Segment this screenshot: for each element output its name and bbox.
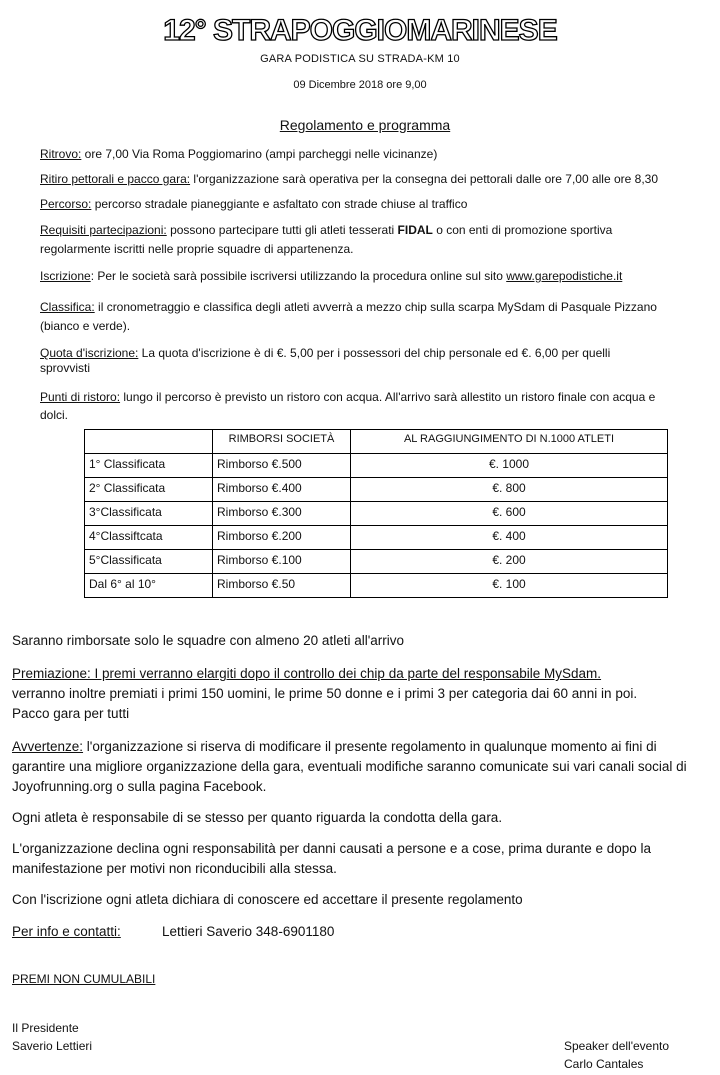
quota-label: Quota d'iscrizione: <box>40 346 139 360</box>
quota-line-2: sprovvisti <box>40 361 91 375</box>
requisiti-fidal: FIDAL <box>397 223 433 237</box>
info-label <box>12 921 121 943</box>
ristoro-paragraph <box>40 388 655 407</box>
declina-line-1: L'organizzazione declina ogni responsabilità per danni causati a persone e a cose, prima durante e dopo la <box>12 841 651 856</box>
table-cell-amount: €. 200 <box>351 550 668 574</box>
requisiti-paragraph <box>40 221 612 240</box>
classifica-line-2: (bianco e verde). <box>40 319 131 333</box>
table-header-cell: RIMBORSI SOCIETÀ <box>213 430 351 454</box>
info-label-text: Per info e contatti: <box>12 924 121 939</box>
table-cell-position: 1° Classificata <box>85 454 213 478</box>
avvertenze-line-2: garantire una migliore organizzazione della gara, eventuali modifiche saranno comunicate sui vari canali social di <box>12 759 687 774</box>
premiazione-line-3: Pacco gara per tutti <box>12 706 130 721</box>
table-cell-rimborso: Rimborso €.300 <box>213 502 351 526</box>
requisiti-label: Requisiti partecipazioni: <box>40 223 167 237</box>
premi-non-cumulabili: PREMI NON CUMULABILI <box>12 972 156 986</box>
rimborsi-table <box>84 429 668 598</box>
table-cell-position: Dal 6° al 10° <box>85 574 213 598</box>
president-name: Saverio Lettieri <box>12 1039 93 1053</box>
table-cell-rimborso: Rimborso €.50 <box>213 574 351 598</box>
table-cell-position: 5°Classificata <box>85 550 213 574</box>
table-header-row <box>85 430 668 454</box>
avvertenze-line-3: Joyofrunning.org o sulla pagina Facebook. <box>12 779 267 794</box>
premiazione-label: Premiazione: I premi verranno elargiti dopo il controllo dei chip da parte del responsabile MySdam. <box>12 666 602 681</box>
responsabile-note: Ogni atleta è responsabile di se stesso per quanto riguarda la condotta della gara. <box>12 810 503 825</box>
ristoro-line-2: dolci. <box>40 408 69 422</box>
quota-text: La quota d'iscrizione è di €. 5,00 per i possessori del chip personale ed €. 6,00 per quelli <box>138 346 611 360</box>
classifica-paragraph <box>40 298 657 317</box>
section-heading: Regolamento e programma <box>279 117 451 133</box>
table-row <box>85 574 668 598</box>
table-cell-amount: €. 600 <box>351 502 668 526</box>
percorso-text: percorso stradale pianeggiante e asfaltato con strade chiuse al traffico <box>91 197 468 211</box>
table-cell-position: 2° Classificata <box>85 478 213 502</box>
table-cell-rimborso: Rimborso €.400 <box>213 478 351 502</box>
table-cell-amount: €. 800 <box>351 478 668 502</box>
percorso-label: Percorso: <box>40 197 92 211</box>
table-cell-amount: €. 1000 <box>351 454 668 478</box>
avvertenze-line-1 <box>12 736 657 758</box>
percorso-paragraph <box>40 195 467 214</box>
requisiti-line-2: regolarmente iscritti nelle proprie squadre di appartenenza. <box>40 242 354 256</box>
table-row <box>85 502 668 526</box>
iscrizione-link[interactable]: www.garepodistiche.it <box>506 269 623 283</box>
table-row <box>85 454 668 478</box>
avvertenze-text-1: l'organizzazione si riserva di modificare il presente regolamento in qualunque momento ai fini di <box>83 739 657 754</box>
iscrizione-paragraph <box>40 267 622 286</box>
table-header-cell: AL RAGGIUNGIMENTO DI N.1000 ATLETI <box>351 430 668 454</box>
president-role: Il Presidente <box>12 1021 79 1035</box>
classifica-text: il cronometraggio e classifica degli atleti avverrà a mezzo chip sulla scarpa MySdam di Pasquale Pizzano <box>94 300 657 314</box>
ritrovo-text: ore 7,00 Via Roma Poggiomarino (ampi parcheggi nelle vicinanze) <box>81 147 438 161</box>
table-cell-position: 3°Classificata <box>85 502 213 526</box>
classifica-label: Classifica: <box>40 300 95 314</box>
requisiti-text-1: possono partecipare tutti gli atleti tesserati <box>166 223 398 237</box>
ristoro-label: Punti di ristoro: <box>40 390 121 404</box>
table-row <box>85 526 668 550</box>
table-cell-amount: €. 100 <box>351 574 668 598</box>
ritrovo-paragraph <box>40 145 437 164</box>
rimborsate-note: Saranno rimborsate solo le squadre con almeno 20 atleti all'arrivo <box>12 633 405 648</box>
ritiro-label: Ritiro pettorali e pacco gara: <box>40 172 191 186</box>
info-contact: Lettieri Saverio 348-6901180 <box>162 924 335 939</box>
ristoro-text: lungo il percorso è previsto un ristoro con acqua. All'arrivo sarà allestito un ristoro finale con acqua e <box>120 390 656 404</box>
speaker-role: Speaker dell'evento <box>564 1039 670 1053</box>
premiazione-line-2: verranno inoltre premiati i primi 150 uomini, le prime 50 donne e i primi 3 per categoria dai 60 anni in poi. <box>12 686 638 701</box>
table-row <box>85 550 668 574</box>
quota-paragraph <box>40 344 610 363</box>
table-row <box>85 478 668 502</box>
dichiarazione-note: Con l'iscrizione ogni atleta dichiara di conoscere ed accettare il presente regolamento <box>12 892 523 907</box>
ritiro-text: l'organizzazione sarà operativa per la consegna dei pettorali dalle ore 7,00 alle ore 8,30 <box>190 172 659 186</box>
requisiti-text-2: o con enti di promozione sportiva <box>432 223 613 237</box>
speaker-name: Carlo Cantales <box>564 1057 644 1071</box>
table-cell-amount: €. 400 <box>351 526 668 550</box>
iscrizione-text: : Per le società sarà possibile iscriversi utilizzando la procedura online sul sito <box>90 269 507 283</box>
event-date: 09 Dicembre 2018 ore 9,00 <box>293 79 427 91</box>
avvertenze-label: Avvertenze: <box>12 739 84 754</box>
document-title: 12° STRAPOGGIOMARINESE <box>163 14 557 47</box>
ritrovo-label: Ritrovo: <box>40 147 82 161</box>
premiazione-line-1 <box>12 663 601 685</box>
declina-line-2: manifestazione per motivi non riconducibili alla stessa. <box>12 861 337 876</box>
table-cell-rimborso: Rimborso €.100 <box>213 550 351 574</box>
ritiro-paragraph <box>40 170 658 189</box>
table-cell-rimborso: Rimborso €.500 <box>213 454 351 478</box>
table-cell-rimborso: Rimborso €.200 <box>213 526 351 550</box>
table-cell-position: 4°Classiftcata <box>85 526 213 550</box>
iscrizione-label: Iscrizione <box>40 269 91 283</box>
document-subtitle: GARA PODISTICA SU STRADA-KM 10 <box>260 53 460 65</box>
table-header-cell <box>85 430 213 454</box>
